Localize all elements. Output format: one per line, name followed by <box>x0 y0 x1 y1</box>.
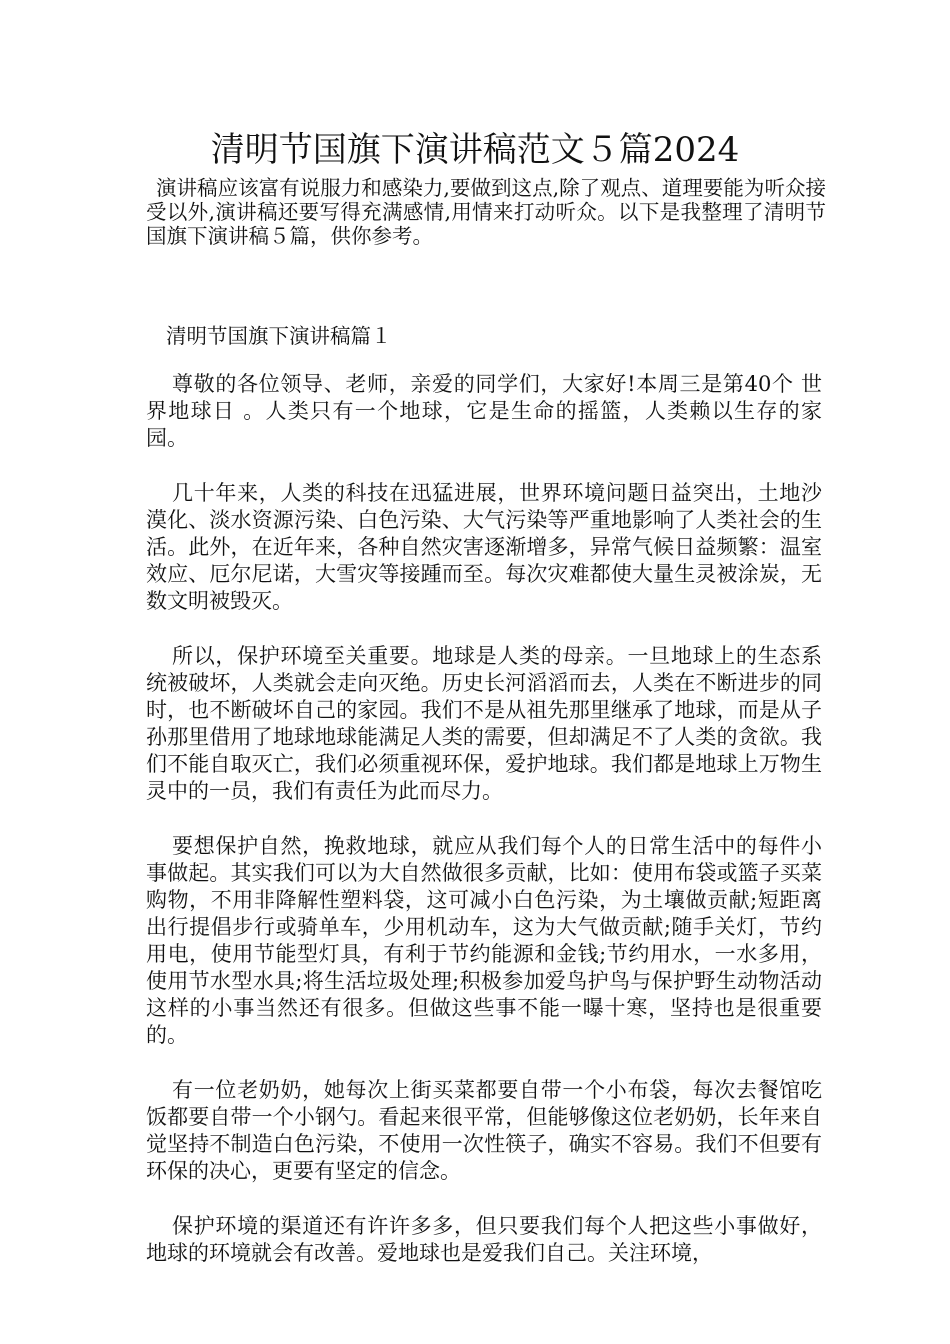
body-paragraph: 几十年来，人类的科技在迅猛进展，世界环境问题日益突出，土地沙漠化、淡水资源污染、白色污染、大气污染等严重地影响了人类社会的生活。此外，在近年来，各种自然灾害逐渐增多，异常气候日益频繁：温室效应、厄尔尼诺，大雪灾等接踵而至。每次灾难都使大量生灵被涂炭，无数文明被毁灭。 <box>146 481 822 613</box>
body-text <box>146 371 822 1295</box>
body-paragraph: 要想保护自然，挽救地球，就应从我们每个人的日常生活中的每件小事做起。其实我们可以为大自然做很多贡献，比如：使用布袋或篮子买菜购物，不用非降解性塑料袋，这可减小白色污染，为土壤做贡献;短距离出行提倡步行或骑单车，少用机动车，这为大气做贡献;随手关灯，节约用电，使用节能型灯具，有利于节约能源和金钱;节约用水，一水多用，使用节水型水具;将生活垃圾处理;积极参加爱鸟护鸟与保护野生动物活动 这样的小事当然还有很多。但做这些事不能一曝十寒，坚持也是很重要的。 <box>146 834 822 1047</box>
body-paragraph: 尊敬的各位领导、老师，亲爱的同学们，大家好!本周三是第40个 世界地球日 。人类只有一个地球，它是生命的摇篮，人类赖以生存的家园。 <box>146 372 822 450</box>
body-paragraph: 有一位老奶奶，她每次上街买菜都要自带一个小布袋，每次去餐馆吃饭都要自带一个小钢勺。看起来很平常，但能够像这位老奶奶，长年来自觉坚持不制造白色污染，不使用一次性筷子，确实不容易。我们不但要有环保的决心，更要有坚定的信念。 <box>146 1078 822 1183</box>
section-heading: 清明节国旗下演讲稿篇１ <box>166 324 392 348</box>
intro-paragraph: 演讲稿应该富有说服力和感染力,要做到这点,除了观点、道理要能为听众接受以外,演讲稿还要写得充满感情,用情来打动听众。以下是我整理了清明节国旗下演讲稿５篇，供你参考。 <box>146 176 826 248</box>
body-paragraph: 保护环境的渠道还有许许多多，但只要我们每个人把这些小事做好，地球的环境就会有改善。爱地球也是爱我们自己。关注环境， <box>146 1214 822 1265</box>
document-title: 清明节国旗下演讲稿范文５篇2024 <box>210 130 740 170</box>
body-paragraph: 所以，保护环境至关重要。地球是人类的母亲。一旦地球上的生态系统被破坏，人类就会走向灭绝。历史长河滔滔而去，人类在不断进步的同时，也不断破坏自己的家园。我们不是从祖先那里继承了地球，而是从子孙那里借用了地球地球能满足人类的需要，但却满足不了人类的贪欲。我们不能自取灭亡，我们必须重视环保，爱护地球。我们都是地球上万物生灵中的一员，我们有责任为此而尽力。 <box>146 644 822 803</box>
